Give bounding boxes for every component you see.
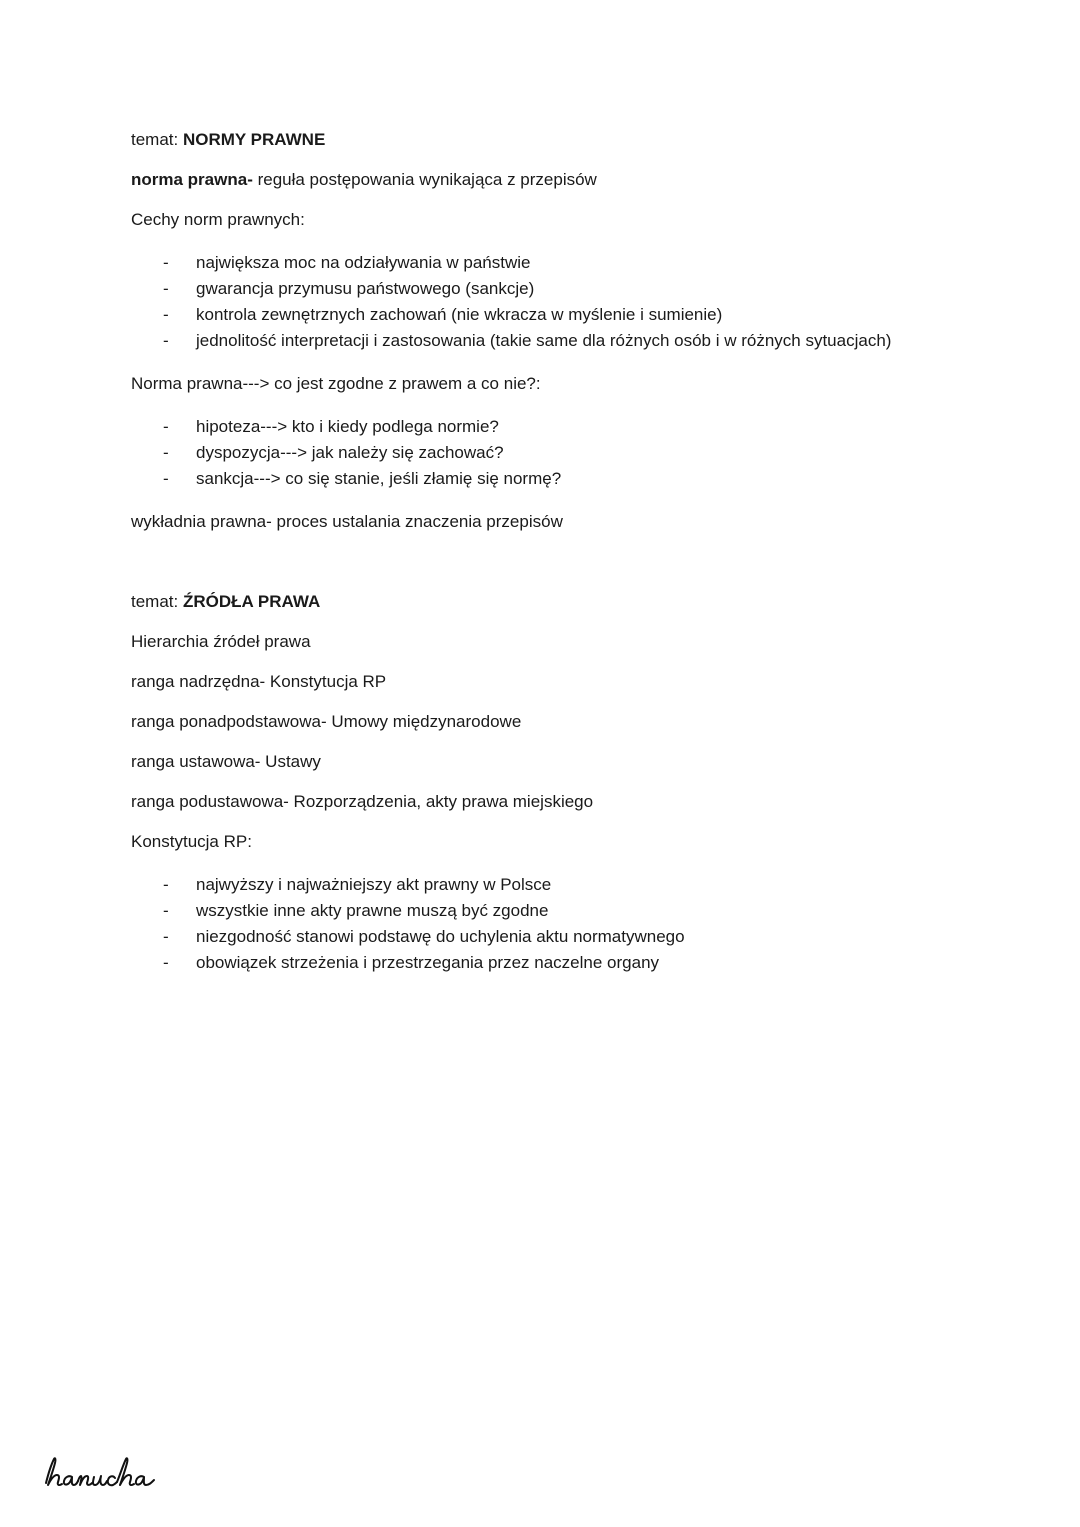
dash-bullet: - — [163, 901, 169, 920]
list-item: - wszystkie inne akty prawne muszą być zgodne — [131, 898, 1031, 924]
document-page — [131, 130, 1031, 996]
dash-bullet: - — [163, 417, 169, 436]
section1-topic: temat: NORMY PRAWNE — [131, 130, 326, 149]
interpretation-line: wykładnia prawna- proces ustalania znaczenia przepisów — [131, 512, 563, 531]
dash-bullet: - — [163, 469, 169, 488]
features-heading: Cechy norm prawnych: — [131, 210, 305, 229]
section2-topic: temat: ŹRÓDŁA PRAWA — [131, 592, 321, 611]
features-list — [131, 250, 1031, 354]
dash-bullet: - — [163, 953, 169, 972]
dash-bullet: - — [163, 875, 169, 894]
rank-line: ranga ustawowa- Ustawy — [131, 752, 321, 771]
section1-topic-title: NORMY PRAWNE — [182, 130, 326, 149]
constitution-list — [131, 872, 1031, 976]
list-item: - najwyższy i najważniejszy akt prawny w Polsce — [131, 872, 1031, 898]
list-item: - niezgodność stanowi podstawę do uchylenia aktu normatywnego — [131, 924, 1031, 950]
definition-text: reguła postępowania wynikająca z przepisów — [252, 170, 597, 189]
definition-term: norma prawna- — [131, 170, 253, 189]
constitution-heading: Konstytucja RP: — [131, 832, 252, 851]
dash-bullet: - — [163, 443, 169, 462]
list-item: - hipoteza---> kto i kiedy podlega normie? — [131, 414, 1031, 440]
rank-line: ranga ponadpodstawowa- Umowy międzynarodowe — [131, 712, 522, 731]
structure-heading: Norma prawna---> co jest zgodne z prawem a co nie?: — [131, 374, 541, 393]
dash-bullet: - — [163, 305, 169, 324]
section2-topic-title: ŹRÓDŁA PRAWA — [182, 592, 321, 611]
dash-bullet: - — [163, 253, 169, 272]
list-item: - kontrola zewnętrznych zachowań (nie wkracza w myślenie i sumienie) — [131, 302, 1031, 328]
rank-line: ranga nadrzędna- Konstytucja RP — [131, 672, 387, 691]
list-item: - gwarancja przymusu państwowego (sankcje) — [131, 276, 1031, 302]
list-item: - największa moc na odziaływania w państwie — [131, 250, 1031, 276]
list-item: - dyspozycja---> jak należy się zachować? — [131, 440, 1031, 466]
list-item: - obowiązek strzeżenia i przestrzegania przez naczelne organy — [131, 950, 1031, 976]
rank-line: ranga podustawowa- Rozporządzenia, akty prawa miejskiego — [131, 792, 594, 811]
section-spacer — [131, 552, 1031, 592]
list-item: - jednolitość interpretacji i zastosowania (takie same dla różnych osób i w różnych sytuacjach) — [131, 328, 1031, 354]
dash-bullet: - — [163, 927, 169, 946]
definition-norma-prawna — [131, 170, 1031, 190]
dash-bullet: - — [163, 279, 169, 298]
list-item: - sankcja---> co się stanie, jeśli złamię się normę? — [131, 466, 1031, 492]
hierarchy-heading: Hierarchia źródeł prawa — [131, 632, 311, 651]
structure-list — [131, 414, 1031, 492]
dash-bullet: - — [163, 331, 169, 350]
signature-hanucha — [42, 1455, 162, 1495]
